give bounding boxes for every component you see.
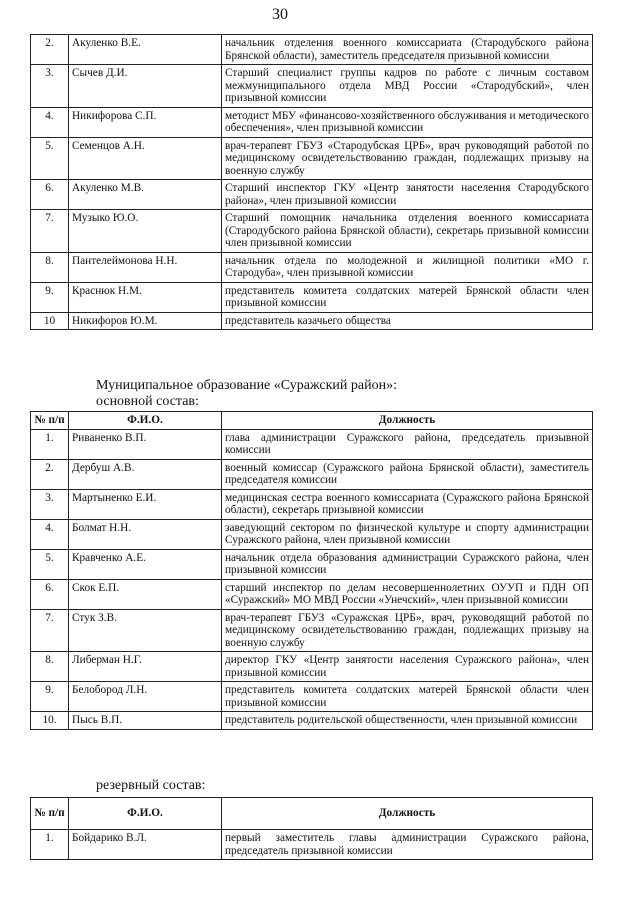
- main-composition-label: основной состав:: [96, 394, 199, 409]
- commission-table-starodub: [30, 34, 593, 330]
- header-position: Должность: [222, 798, 593, 830]
- table-row: [31, 252, 593, 282]
- header-name: Ф.И.О.: [69, 412, 222, 430]
- header-name: Ф.И.О.: [69, 798, 222, 830]
- table-row: [31, 180, 593, 210]
- row-number: 10.: [31, 712, 69, 730]
- table-row: [31, 312, 593, 330]
- person-position: врач-терапевт ГБУЗ «Суражская ЦРБ», врач, руководящий работой по медицинскому освидетельствованию граждан, подлежащих призыву на военную службу: [222, 609, 593, 652]
- table-row: [31, 609, 593, 652]
- table-row: [31, 549, 593, 579]
- table-row: [31, 519, 593, 549]
- table-row: [31, 489, 593, 519]
- table-row: [31, 35, 593, 65]
- person-name: Акуленко В.Е.: [69, 35, 222, 65]
- person-position: военный комиссар (Суражского района Брянской области), заместитель председателя комиссии: [222, 459, 593, 489]
- table-row: [31, 107, 593, 137]
- person-name: Стук З.В.: [69, 609, 222, 652]
- person-position: методист МБУ «финансово-хозяйственного обслуживания и методического обеспечения», член призывной комиссии: [222, 107, 593, 137]
- row-number: 3.: [31, 65, 69, 108]
- person-position: представитель комитета солдатских матерей Брянской области член призывной комиссии: [222, 282, 593, 312]
- person-name: Семенцов А.Н.: [69, 137, 222, 180]
- person-position: начальник отдела по молодежной и жилищной политики «МО г. Стародуба», член призывной комиссии: [222, 252, 593, 282]
- row-number: 3.: [31, 489, 69, 519]
- person-name: Сычев Д.И.: [69, 65, 222, 108]
- person-name: Пысь В.П.: [69, 712, 222, 730]
- table-row: [31, 429, 593, 459]
- row-number: 5.: [31, 549, 69, 579]
- person-name: Бойдарико В.Л.: [69, 830, 222, 860]
- person-position: представитель казачьего общества: [222, 312, 593, 330]
- person-position: первый заместитель главы администрации Суражского района, председатель призывной комиссии: [222, 830, 593, 860]
- person-position: медицинская сестра военного комиссариата (Суражского района Брянской области), секретарь призывной комиссии: [222, 489, 593, 519]
- row-number: 2.: [31, 35, 69, 65]
- commission-table-surazh-main: [30, 411, 593, 730]
- person-name: Скок Е.П.: [69, 579, 222, 609]
- row-number: 7.: [31, 609, 69, 652]
- person-position: заведующий сектором по физической культуре и спорту администрации Суражского района, член призывной комиссии: [222, 519, 593, 549]
- row-number: 10: [31, 312, 69, 330]
- person-name: Кравченко А.Е.: [69, 549, 222, 579]
- row-number: 4.: [31, 107, 69, 137]
- person-name: Риваненко В.П.: [69, 429, 222, 459]
- row-number: 1.: [31, 830, 69, 860]
- table-row: [31, 830, 593, 860]
- row-number: 6.: [31, 180, 69, 210]
- row-number: 4.: [31, 519, 69, 549]
- person-position: представитель родительской общественности, член призывной комиссии: [222, 712, 593, 730]
- person-position: Старший инспектор ГКУ «Центр занятости населения Стародубского района», член призывной комиссии: [222, 180, 593, 210]
- person-name: Никифоров Ю.М.: [69, 312, 222, 330]
- row-number: 6.: [31, 579, 69, 609]
- person-position: врач-терапевт ГБУЗ «Стародубская ЦРБ», врач руководящий работой по медицинскому освидетельствованию граждан, подлежащих призыву на военную службу: [222, 137, 593, 180]
- person-position: Старший помощник начальника отделения военного комиссариата (Стародубского района Брянской области), секретарь призывной комиссии член призывной комиссии: [222, 210, 593, 253]
- row-number: 2.: [31, 459, 69, 489]
- table-row: [31, 65, 593, 108]
- row-number: 7.: [31, 210, 69, 253]
- row-number: 9.: [31, 682, 69, 712]
- person-name: Краснюк Н.М.: [69, 282, 222, 312]
- person-position: Старший специалист группы кадров по работе с личным составом межмуниципального отдела МВД России «Стародубский», член призывной комиссии: [222, 65, 593, 108]
- person-name: Мартыненко Е.И.: [69, 489, 222, 519]
- person-name: Либерман Н.Г.: [69, 652, 222, 682]
- page-number: 30: [272, 6, 288, 23]
- row-number: 9.: [31, 282, 69, 312]
- person-name: Болмат Н.Н.: [69, 519, 222, 549]
- person-name: Дербуш А.В.: [69, 459, 222, 489]
- row-number: 8.: [31, 652, 69, 682]
- table-row: [31, 137, 593, 180]
- person-position: начальник отдела образования администрации Суражского района, член призывной комиссии: [222, 549, 593, 579]
- person-position: старший инспектор по делам несовершеннолетних ОУУП и ПДН ОП «Суражский» МО МВД России «Унечский», член призывной комиссии: [222, 579, 593, 609]
- person-position: представитель комитета солдатских матерей Брянской области член призывной комиссии: [222, 682, 593, 712]
- person-name: Акуленко М.В.: [69, 180, 222, 210]
- table-row: [31, 210, 593, 253]
- section-title: Муниципальное образование «Суражский район»:: [96, 378, 397, 393]
- header-number: № п/п: [31, 798, 69, 830]
- table-row: [31, 712, 593, 730]
- table-row: [31, 682, 593, 712]
- table-header-row: [31, 412, 593, 430]
- reserve-composition-label: резервный состав:: [96, 778, 206, 793]
- person-name: Пантелеймонова Н.Н.: [69, 252, 222, 282]
- person-name: Музыко Ю.О.: [69, 210, 222, 253]
- person-position: директор ГКУ «Центр занятости населения Суражского района», член призывной комиссии: [222, 652, 593, 682]
- person-name: Белобород Л.Н.: [69, 682, 222, 712]
- row-number: 1.: [31, 429, 69, 459]
- person-position: начальник отделения военного комиссариата (Стародубского района Брянской области), заместитель председателя призывной комиссии: [222, 35, 593, 65]
- person-position: глава администрации Суражского района, председатель призывной комиссии: [222, 429, 593, 459]
- table-row: [31, 652, 593, 682]
- commission-table-surazh-reserve: [30, 797, 593, 860]
- header-position: Должность: [222, 412, 593, 430]
- table-row: [31, 282, 593, 312]
- table-row: [31, 459, 593, 489]
- table-row: [31, 579, 593, 609]
- header-number: № п/п: [31, 412, 69, 430]
- table-header-row: [31, 798, 593, 830]
- row-number: 8.: [31, 252, 69, 282]
- row-number: 5.: [31, 137, 69, 180]
- person-name: Никифорова С.П.: [69, 107, 222, 137]
